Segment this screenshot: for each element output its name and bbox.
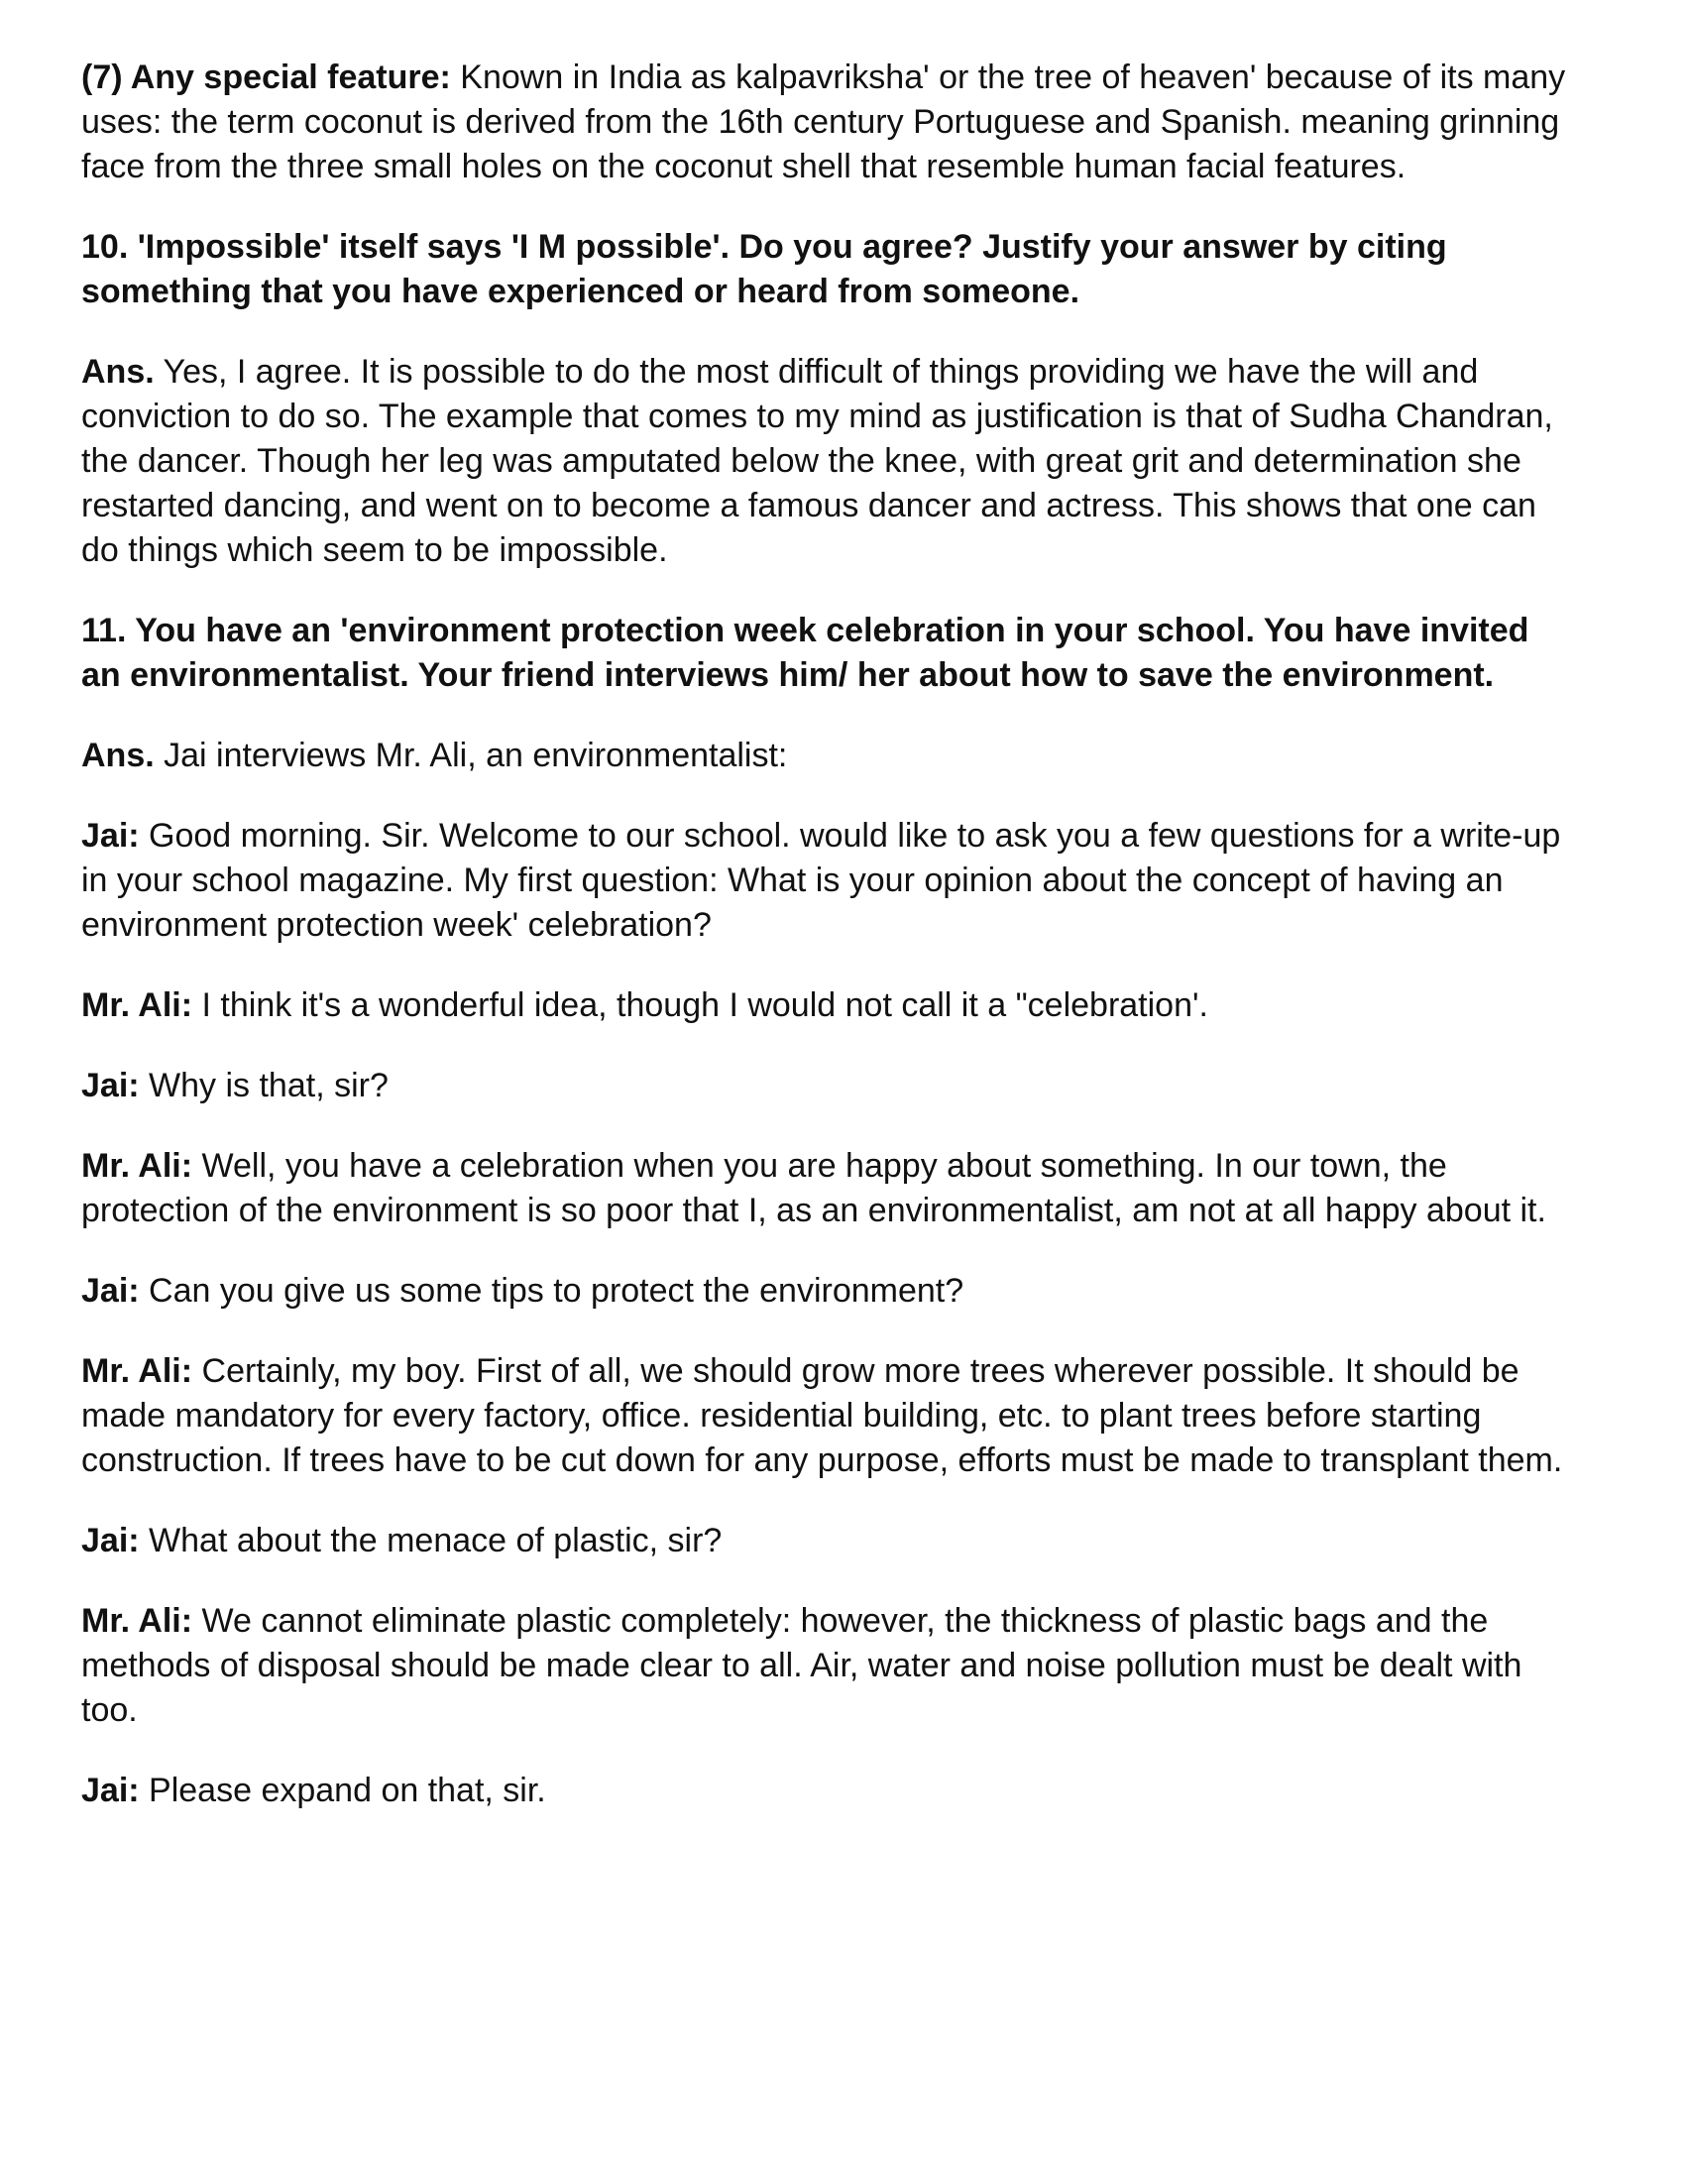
- question-11-heading: [81, 609, 1571, 698]
- dialogue-ali-3: [81, 1349, 1571, 1483]
- answer-label: Ans.: [81, 353, 155, 391]
- question-text: 10. 'Impossible' itself says 'I M possible'. Do you agree? Justify your answer by citing something that you have experienced or heard from someone.: [81, 228, 1447, 310]
- dialogue-ali-4: [81, 1599, 1571, 1733]
- answer-label: Ans.: [81, 737, 155, 774]
- dialogue-ali-1: [81, 983, 1571, 1028]
- dialogue-jai-2: [81, 1064, 1571, 1108]
- dialogue-text: Well, you have a celebration when you are happy about something. In our town, the protection of the environment is so poor that I, as an environmentalist, am not at all happy about it.: [81, 1147, 1546, 1229]
- speaker-label: Jai:: [81, 1067, 140, 1104]
- speaker-label: Mr. Ali:: [81, 1352, 193, 1390]
- paragraph-text: Jai interviews Mr. Ali, an environmentalist:: [154, 737, 788, 774]
- dialogue-text: Why is that, sir?: [139, 1067, 389, 1104]
- dialogue-text: Please expand on that, sir.: [139, 1772, 546, 1809]
- question-10-heading: [81, 225, 1571, 314]
- dialogue-ali-2: [81, 1144, 1571, 1233]
- dialogue-text: I think it's a wonderful idea, though I would not call it a "celebration'.: [192, 986, 1208, 1024]
- speaker-label: Jai:: [81, 817, 140, 855]
- paragraph-text: Yes, I agree. It is possible to do the most difficult of things providing we have the will and conviction to do so. The example that comes to my mind as justification is that of Sudha Chandran, the dancer. Though her leg was amputated below the knee, with great grit and determination she restarted dancing, and went on to become a famous dancer and actress. This shows that one can do things which seem to be impossible.: [81, 353, 1553, 569]
- dialogue-text: What about the menace of plastic, sir?: [139, 1522, 723, 1559]
- dialogue-jai-1: [81, 814, 1571, 948]
- speaker-label: Jai:: [81, 1272, 140, 1310]
- question-text: 11. You have an 'environment protection week celebration in your school. You have invited an environmentalist. Your friend interviews him/ her about how to save the environment.: [81, 612, 1529, 694]
- speaker-label: Mr. Ali:: [81, 1147, 193, 1185]
- paragraph-coconut-feature: [81, 56, 1571, 189]
- answer-10-paragraph: [81, 350, 1571, 573]
- paragraph-text: Known in India as kalpavriksha' or the tree of heaven' because of its many uses: the term coconut is derived from the 16th century Portuguese and Spanish. meaning grinning face from the three small holes on the coconut shell that resemble human facial features.: [81, 58, 1566, 185]
- dialogue-jai-5: [81, 1769, 1571, 1813]
- answer-11-intro: [81, 734, 1571, 778]
- dialogue-text: Can you give us some tips to protect the environment?: [139, 1272, 964, 1310]
- speaker-label: Jai:: [81, 1522, 140, 1559]
- dialogue-text: Good morning. Sir. Welcome to our school. would like to ask you a few questions for a write-up in your school magazine. My first question: What is your opinion about the concept of having an environment protection week' celebration?: [81, 817, 1561, 944]
- paragraph-lead: (7) Any special feature:: [81, 58, 451, 96]
- speaker-label: Jai:: [81, 1772, 140, 1809]
- dialogue-text: Certainly, my boy. First of all, we should grow more trees wherever possible. It should be made mandatory for every factory, office. residential building, etc. to plant trees before starting construction. If trees have to be cut down for any purpose, efforts must be made to transplant them.: [81, 1352, 1563, 1479]
- dialogue-text: We cannot eliminate plastic completely: however, the thickness of plastic bags and the methods of disposal should be made clear to all. Air, water and noise pollution must be dealt with too.: [81, 1602, 1522, 1729]
- dialogue-jai-3: [81, 1269, 1571, 1314]
- dialogue-jai-4: [81, 1519, 1571, 1563]
- speaker-label: Mr. Ali:: [81, 1602, 193, 1640]
- speaker-label: Mr. Ali:: [81, 986, 193, 1024]
